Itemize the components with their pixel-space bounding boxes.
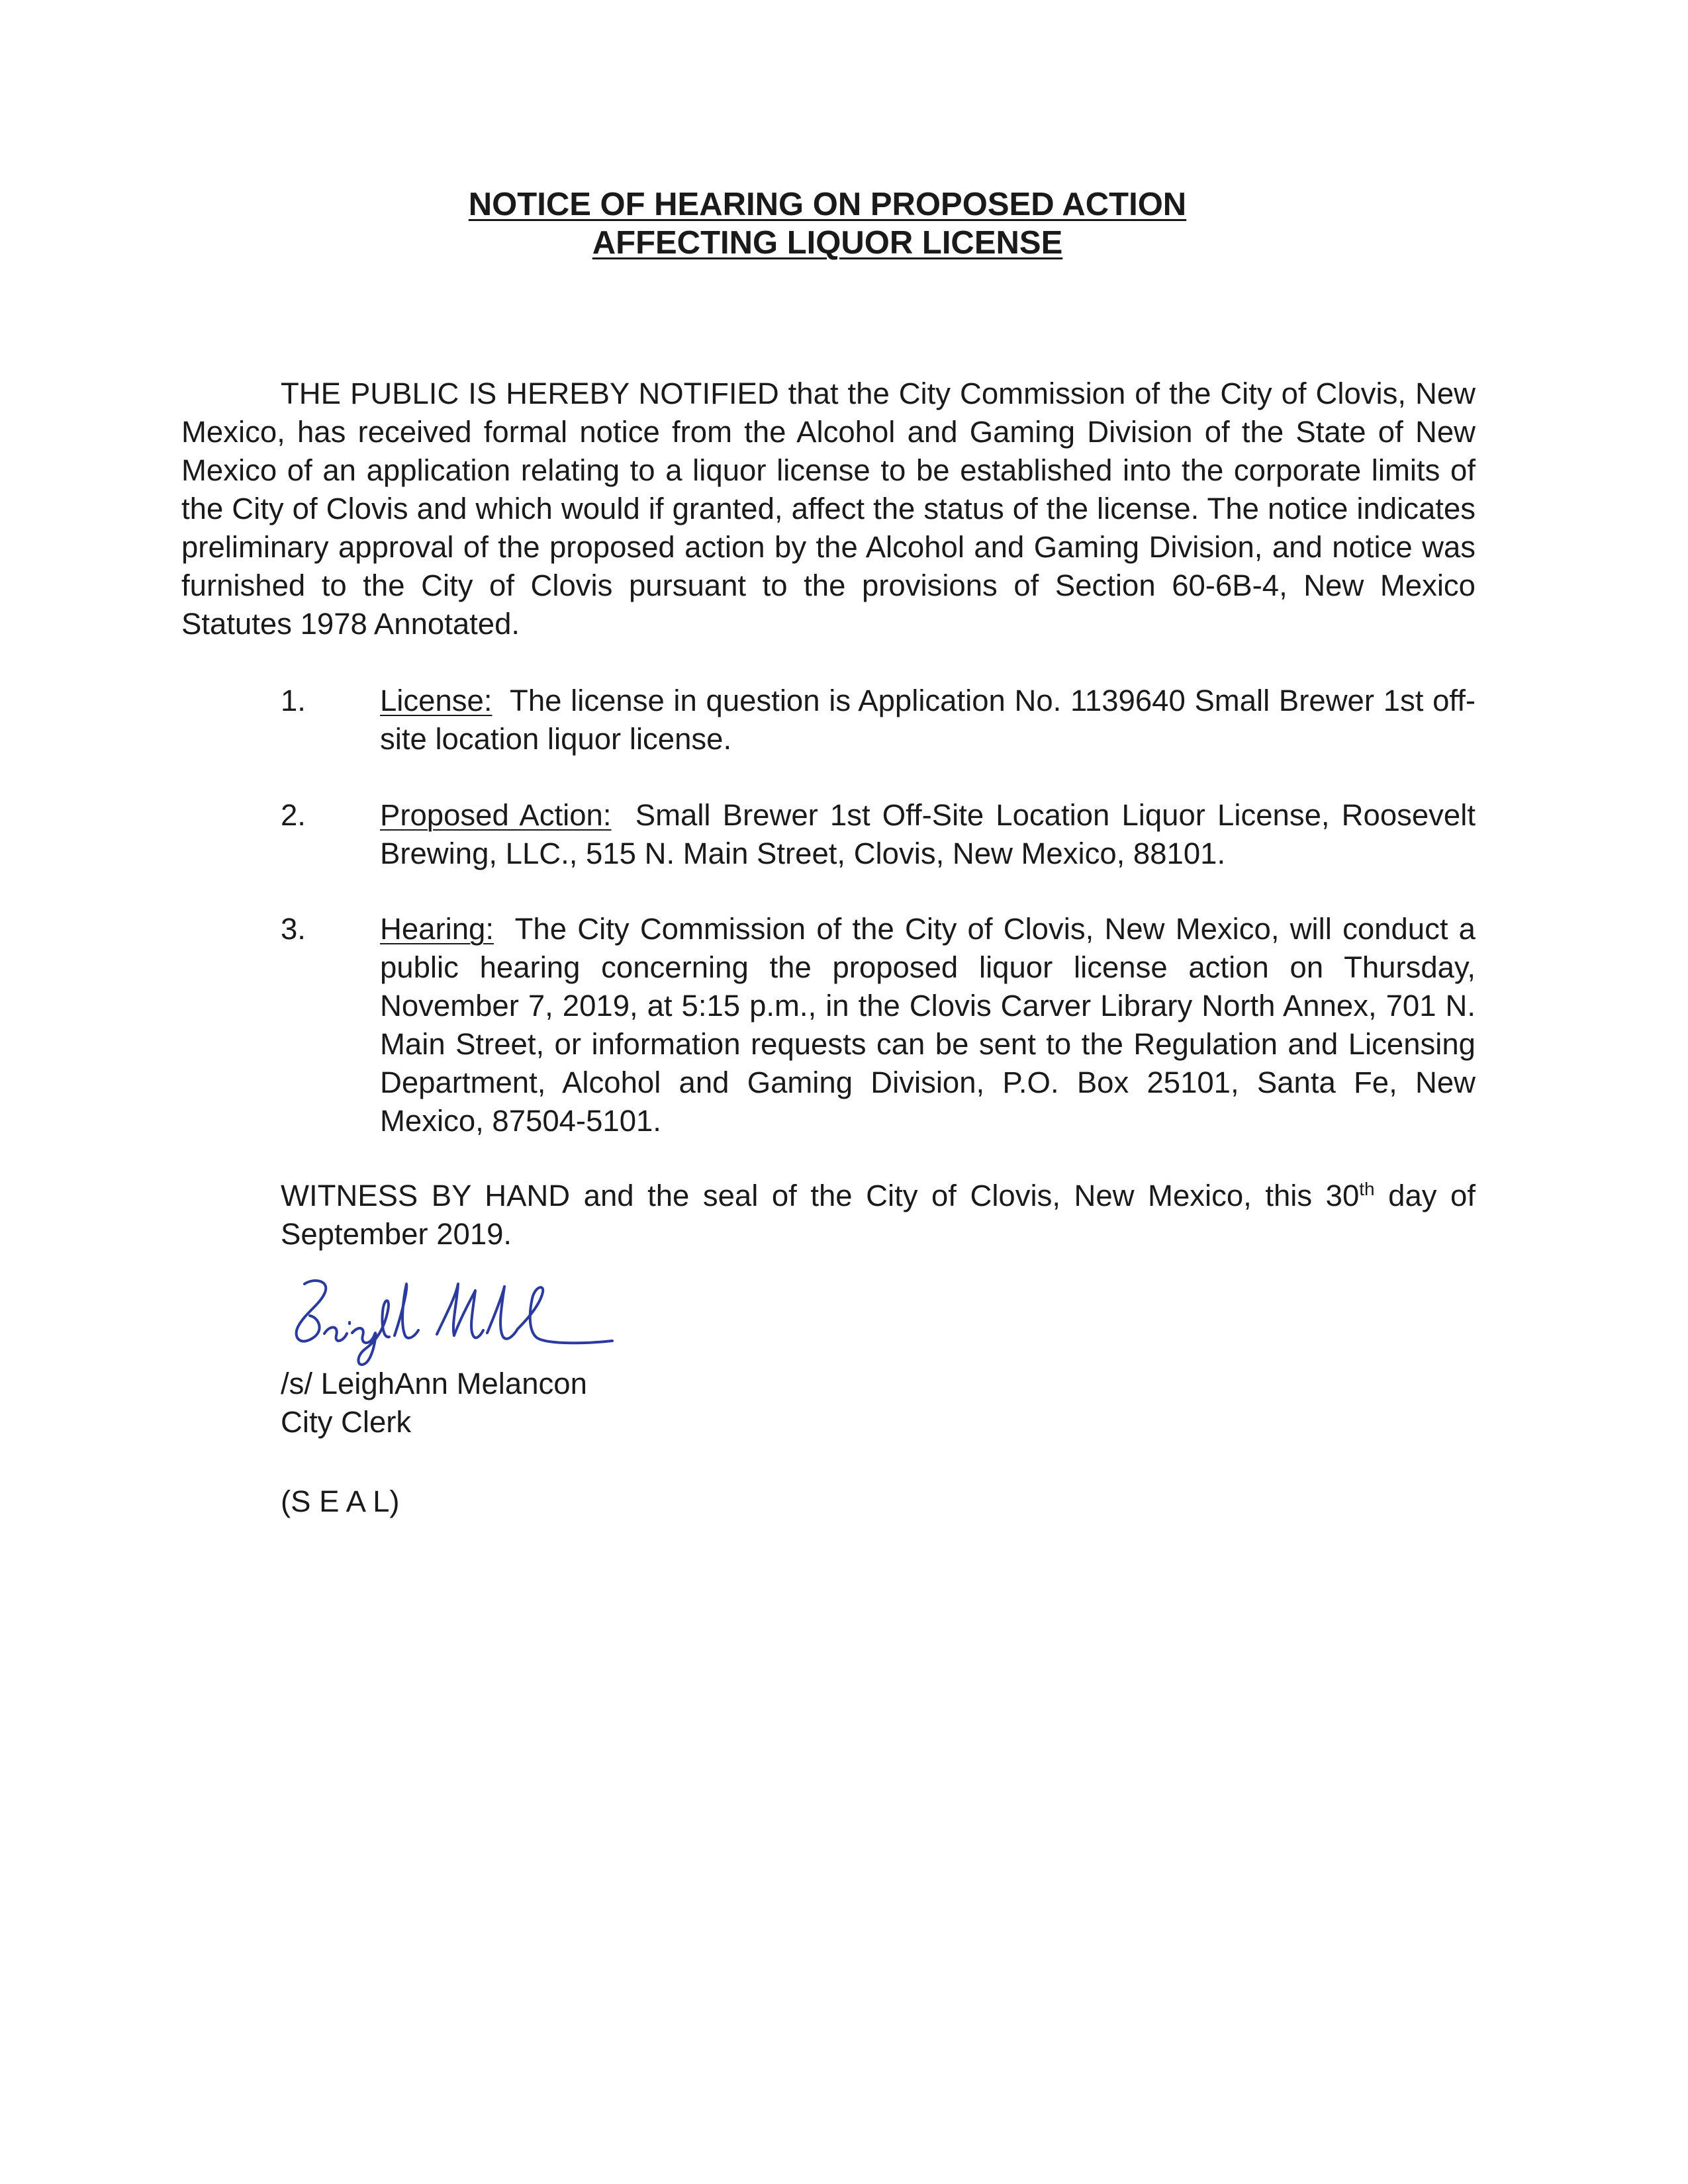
witness-text-before: WITNESS BY HAND and the seal of the City of Clovis, New Mexico, this 30	[281, 1179, 1360, 1212]
item-body: The City Commission of the City of Clovis, New Mexico, will conduct a public hearing concerning the proposed liquor license action on Thursday, November 7, 2019, at 5:15 p.m., in the Clovis Carver Library North Annex, 701 N. Main Street, or information requests can be sent to the Regulation and Licensing Department, Alcohol and Gaming Division, P.O. Box 25101, Santa Fe, New Mexico, 87504-5101.	[380, 912, 1476, 1138]
item-number: 2.	[281, 798, 306, 832]
title-line-2: AFFECTING LIQUOR LICENSE	[592, 225, 1063, 261]
signer-name: /s/ LeighAnn Melancon	[281, 1367, 587, 1400]
handwritten-signature	[278, 1264, 622, 1377]
item-body: The license in question is Application No. 1139640 Small Brewer 1st off-site location liquor license.	[380, 684, 1476, 756]
witness-paragraph	[281, 1177, 1476, 1253]
title-line-1: NOTICE OF HEARING ON PROPOSED ACTION	[468, 187, 1187, 222]
item-text	[380, 910, 1476, 1140]
item-text	[380, 796, 1476, 873]
witness-ordinal: th	[1359, 1178, 1375, 1199]
item-number: 3.	[281, 912, 306, 946]
witness-text-after: day of September 2019.	[281, 1179, 1476, 1251]
item-label: Proposed Action:	[380, 798, 612, 832]
item-text	[380, 682, 1476, 758]
item-number: 1.	[281, 684, 306, 717]
intro-paragraph: THE PUBLIC IS HEREBY NOTIFIED that the City Commission of the City of Clovis, New Mexico, has received formal notice from the Alcohol and Gaming Division of the State of New Mexico of an application relating to a liquor license to be established into the corporate limits of the City of Clovis and which would if granted, affect the status of the license. The notice indicates preliminary approval of the proposed action by the Alcohol and Gaming Division, and notice was furnished to the City of Clovis pursuant to the provisions of Section 60-6B-4, New Mexico Statutes 1978 Annotated.	[181, 377, 1476, 641]
notice-title	[0, 185, 1655, 262]
item-label: Hearing:	[380, 912, 494, 946]
item-label: License:	[380, 684, 492, 717]
signer-title: City Clerk	[281, 1405, 412, 1439]
seal-placeholder: (S E A L)	[281, 1484, 400, 1518]
item-body: Small Brewer 1st Off-Site Location Liquor License, Roosevelt Brewing, LLC., 515 N. Main Street, Clovis, New Mexico, 88101.	[380, 798, 1476, 870]
